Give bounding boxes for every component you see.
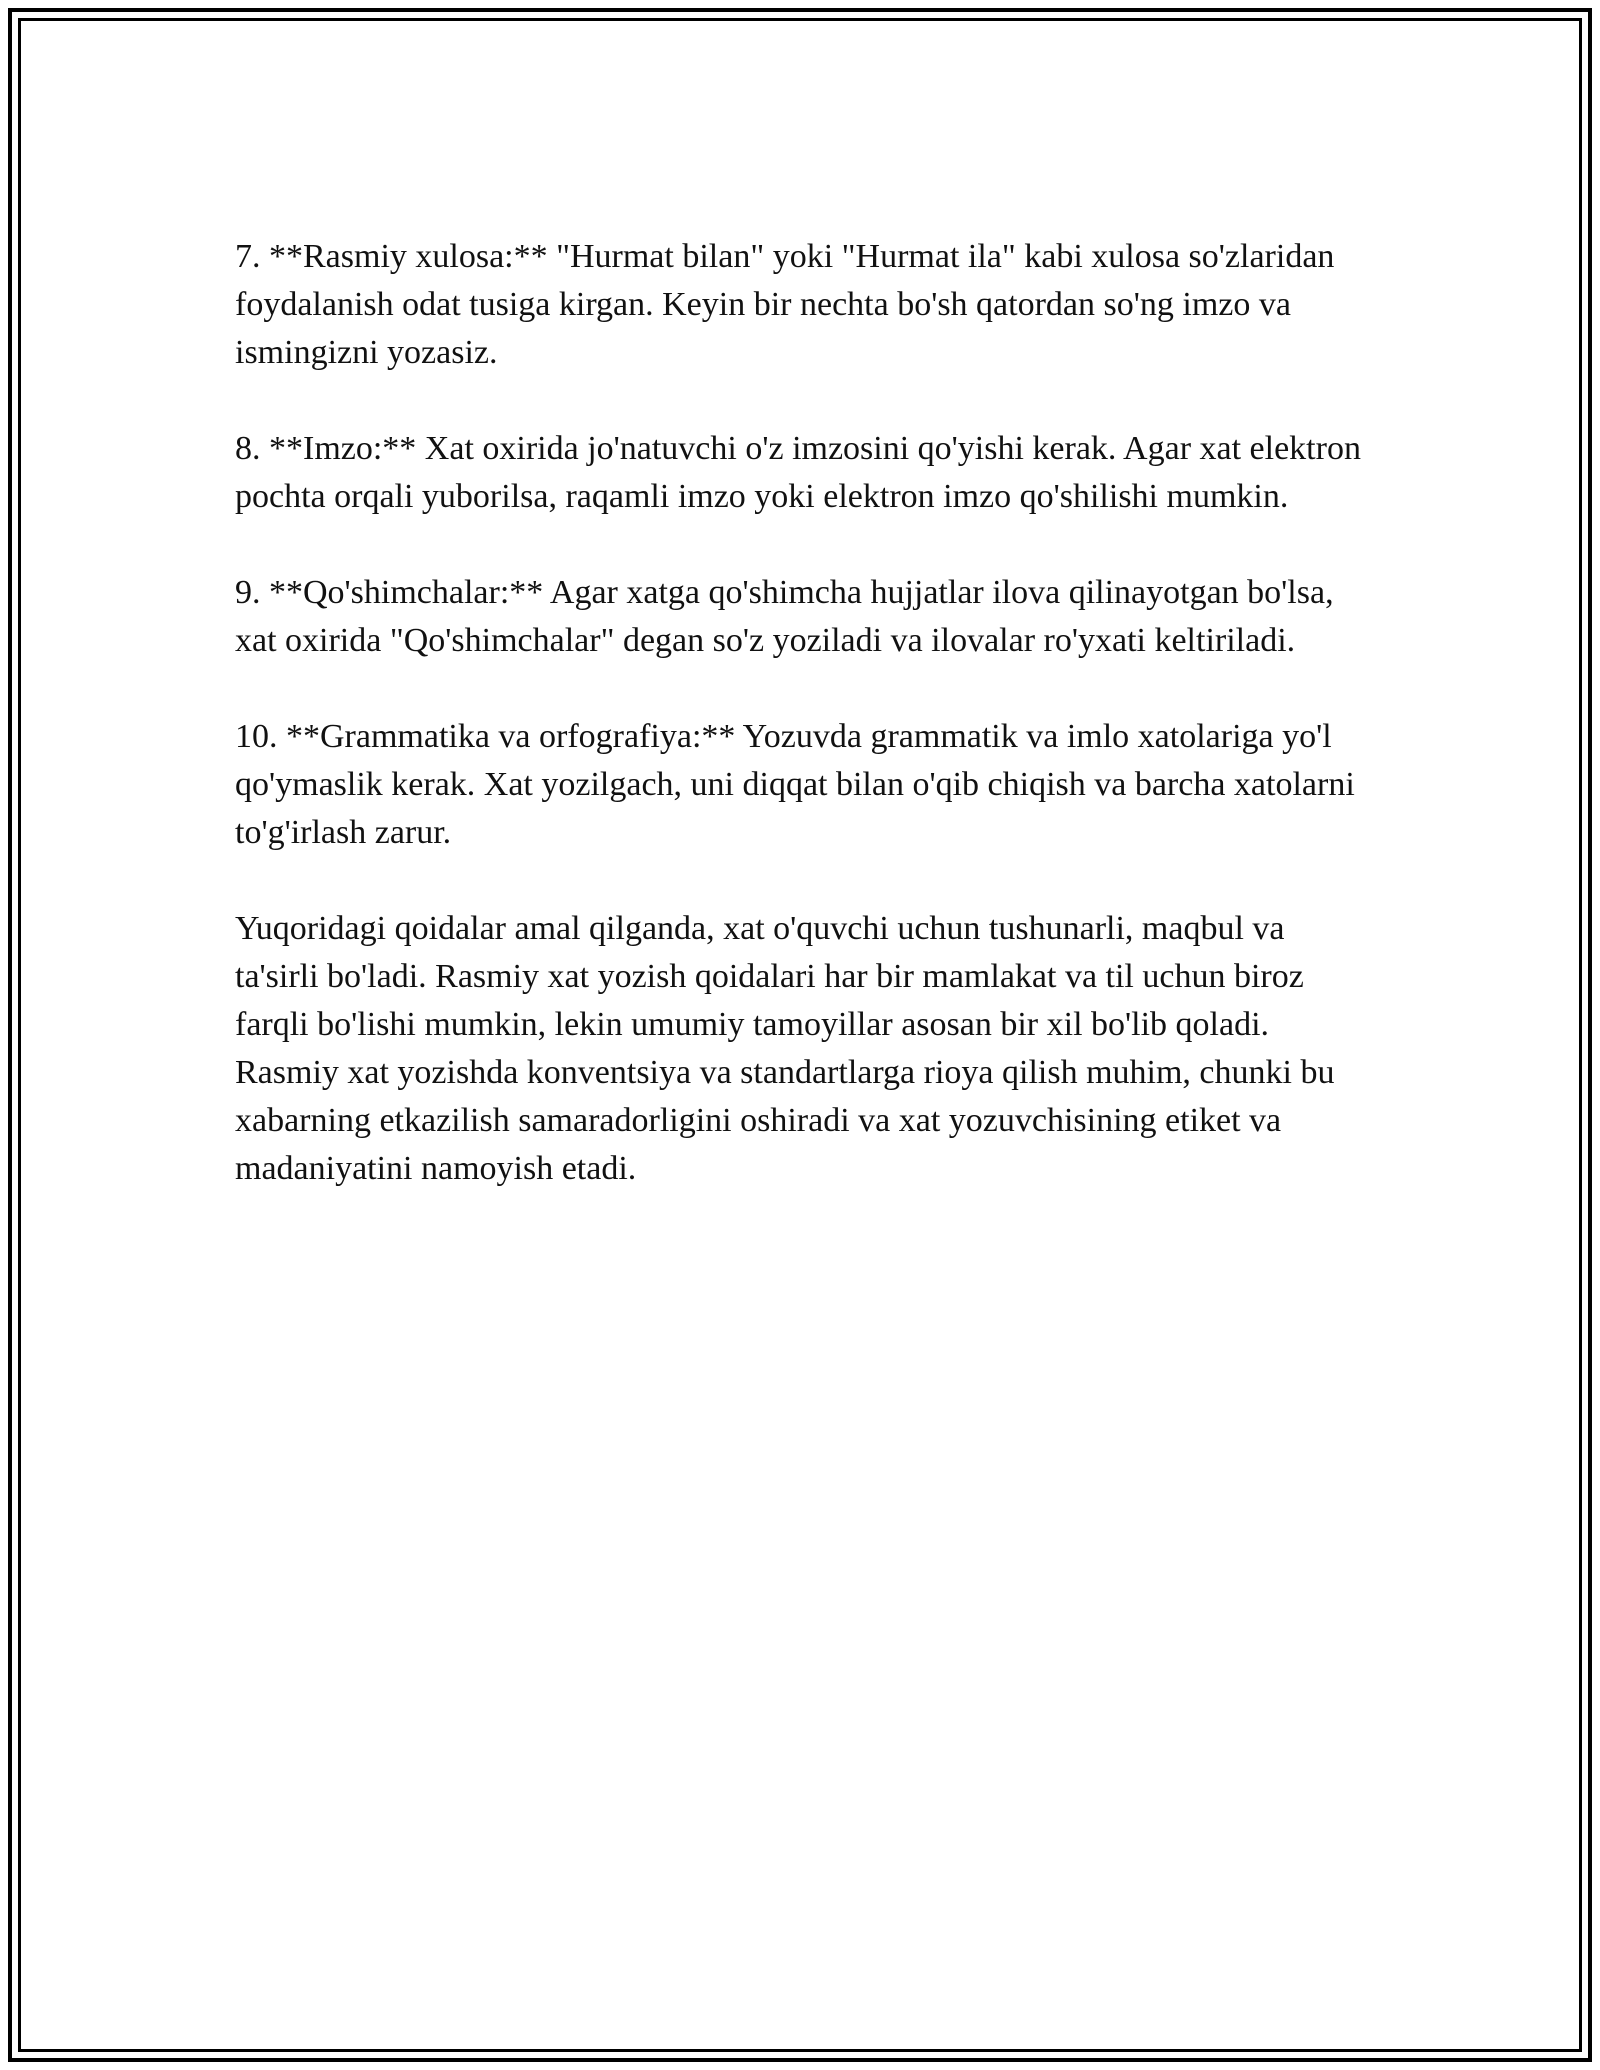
paragraph-conclusion: Yuqoridagi qoidalar amal qilganda, xat o'quvchi uchun tushunarli, maqbul va ta'sirli bo'ladi. Rasmiy xat yozish qoidalari har bir mamlakat va til uchun biroz farqli bo'lishi mumkin, lekin umumiy tamoyillar asosan bir xil bo'lib qoladi. Rasmiy xat yozishda konventsiya va standartlarga rioya qilish muhim, chunki bu xabarning etkazilish samaradorligini oshiradi va xat yozuvchisining etiket va madaniyatini namoyish etadi. — [235, 910, 1335, 1187]
paragraph-imzo: 8. **Imzo:** Xat oxirida jo'natuvchi o'z imzosini qo'yishi kerak. Agar xat elektron pochta orqali yuborilsa, raqamli imzo yoki elektron imzo qo'shilishi mumkin. — [235, 430, 1361, 515]
paragraph-rasmiy-xulosa: 7. **Rasmiy xulosa:** "Hurmat bilan" yoki "Hurmat ila" kabi xulosa so'zlaridan foydalanish odat tusiga kirgan. Keyin bir nechta bo'sh qatordan so'ng imzo va ismingizni yozasiz. — [235, 238, 1335, 371]
paragraph-grammatika: 10. **Grammatika va orfografiya:** Yozuvda grammatik va imlo xatolariga yo'l qo'ymaslik kerak. Xat yozilgach, uni diqqat bilan o'qib chiqish va barcha xatolarni to'g'irlash zarur. — [235, 718, 1355, 851]
document-body — [235, 233, 1375, 1241]
paragraph-qoshimchalar: 9. **Qo'shimchalar:** Agar xatga qo'shimcha hujjatlar ilova qilinayotgan bo'lsa, xat oxirida "Qo'shimchalar" degan so'z yoziladi va ilovalar ro'yxati keltiriladi. — [235, 574, 1334, 659]
